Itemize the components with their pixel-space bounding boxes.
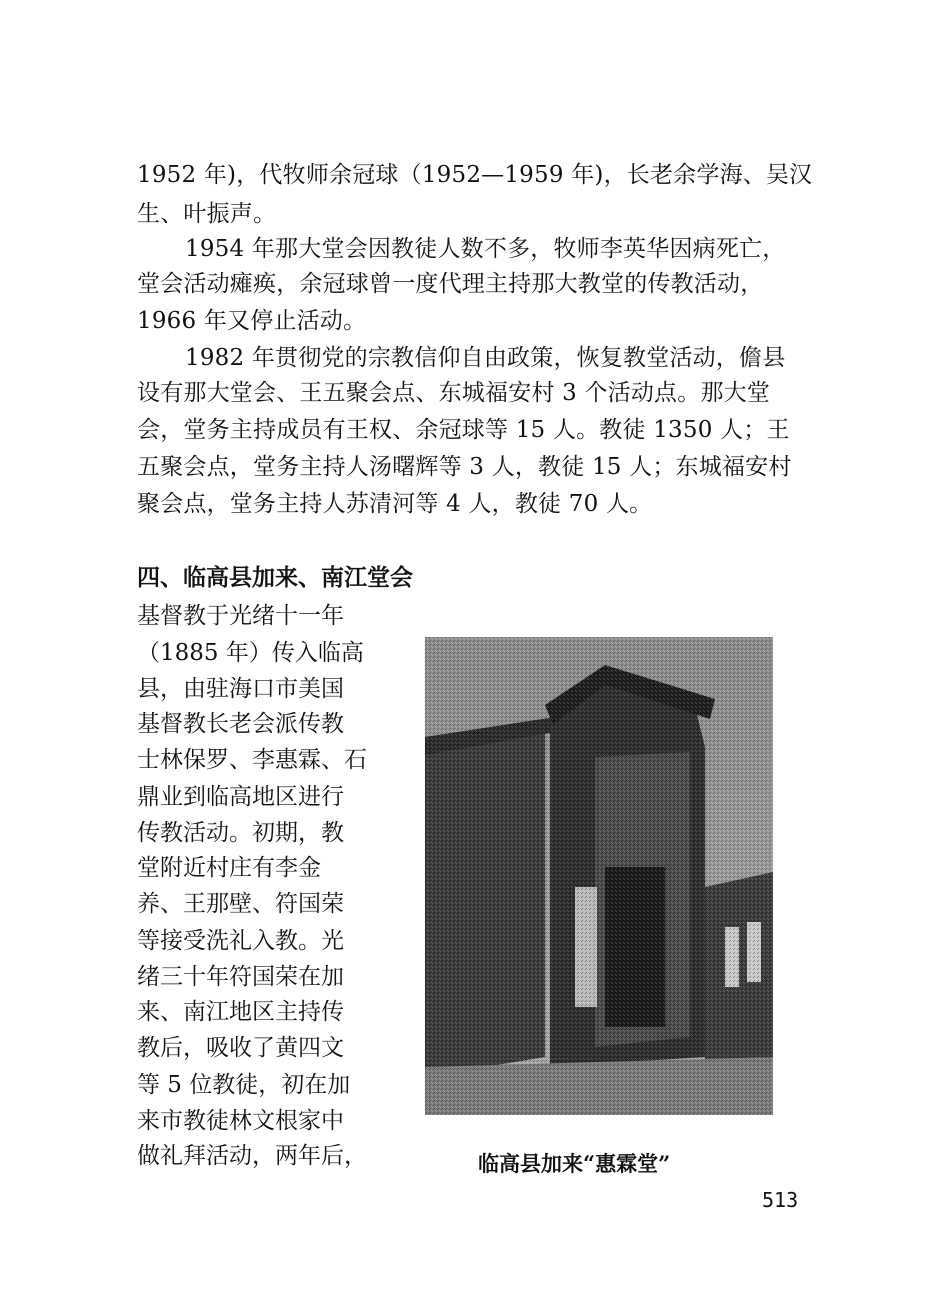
paragraph-line: 会，堂务主持成员有王权、余冠球等 15 人。教徒 1350 人；王 — [137, 417, 790, 443]
paragraph-line: 堂会活动瘫痪，余冠球曾一度代理主持那大教堂的传教活动， — [137, 271, 764, 297]
column-text-line: 来、南江地区主持传 — [137, 999, 344, 1025]
paragraph-line: 生、叶振声。 — [137, 201, 277, 227]
page-number: 513 — [762, 1188, 799, 1212]
column-text-line: （1885 年）传入临高 — [137, 640, 364, 666]
column-text-line: 县，由驻海口市美国 — [137, 676, 344, 702]
column-text-line: 等 5 位教徒，初在加 — [137, 1072, 351, 1098]
column-text-line: 传教活动。初期，教 — [137, 820, 344, 846]
column-text-line: 基督教长老会派传教 — [137, 711, 344, 737]
paragraph-line: 1982 年贯彻党的宗教信仰自由政策，恢复教堂活动，儋县 — [185, 345, 786, 371]
paragraph-line: 1954 年那大堂会因教徒人数不多，牧师李英华因病死亡， — [185, 236, 786, 262]
paragraph-line: 聚会点，堂务主持人苏清河等 4 人，教徒 70 人。 — [137, 491, 653, 517]
paragraph-line: 1966 年又停止活动。 — [137, 308, 367, 334]
column-text-line: 堂附近村庄有李金 — [137, 855, 321, 881]
paragraph-line: 设有那大堂会、王五聚会点、东城福安村 3 个活动点。那大堂 — [137, 380, 771, 406]
paragraph-line: 1952 年)，代牧师余冠球（1952—1959 年)，长老余学海、吴汉 — [137, 162, 813, 188]
section-heading: 四、临高县加来、南江堂会 — [137, 564, 413, 591]
column-text-line: 士林保罗、李惠霖、石 — [137, 747, 367, 773]
column-text-line: 鼎业到临高地区进行 — [137, 784, 344, 810]
column-text-line: 绪三十年符国荣在加 — [137, 964, 344, 990]
column-text-line: 等接受洗礼入教。光 — [137, 928, 344, 954]
photo-caption: 临高县加来“惠霖堂” — [478, 1151, 671, 1176]
column-text-line: 基督教于光绪十一年 — [137, 603, 344, 629]
column-text-line: 做礼拜活动，两年后， — [137, 1143, 367, 1169]
column-text-line: 来市教徒林文根家中 — [137, 1108, 344, 1134]
church-building-image — [425, 637, 773, 1115]
column-text-line: 教后，吸收了黄四文 — [137, 1035, 344, 1061]
church-photo — [425, 637, 773, 1115]
paragraph-line: 五聚会点，堂务主持人汤曙辉等 3 人，教徒 15 人；东城福安村 — [137, 454, 792, 480]
column-text-line: 养、王那壁、符国荣 — [137, 891, 344, 917]
